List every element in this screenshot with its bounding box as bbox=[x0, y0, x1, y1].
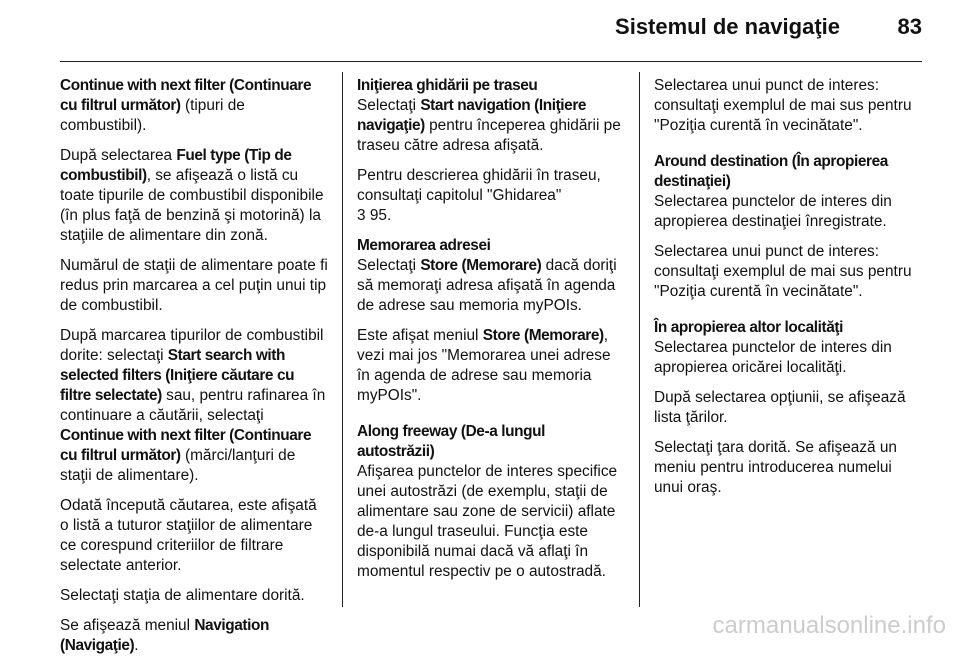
paragraph: După selectarea opţiunii, se afişează lista ţărilor. bbox=[654, 389, 906, 426]
paragraph bbox=[654, 318, 924, 378]
menu-option-text: Store (Memorare) bbox=[482, 327, 604, 344]
menu-option-text: Start search with selected filters (Iniţiere căutare cu filtre selectate) bbox=[60, 347, 295, 404]
body-text: Se afişează meniul bbox=[60, 617, 195, 634]
paragraph bbox=[357, 326, 625, 406]
section-heading: Around destination (În apropierea destinaţiei) bbox=[654, 153, 888, 190]
menu-option-text: Navigation (Navigaţie) bbox=[60, 617, 270, 654]
paragraph bbox=[357, 236, 625, 316]
section-heading: Iniţierea ghidării pe traseu bbox=[357, 77, 538, 94]
body-text: pentru începerea ghidării pe traseu către adresa afişată. bbox=[357, 117, 621, 154]
body-text: (tipuri de combustibil). bbox=[60, 97, 245, 134]
body-text: . bbox=[134, 637, 139, 654]
text-column-2 bbox=[357, 76, 625, 592]
paragraph bbox=[60, 146, 328, 246]
paragraph bbox=[654, 152, 924, 232]
section-heading: Along freeway (De-a lungul autostrăzii) bbox=[357, 423, 545, 460]
body-text: Pentru descrierea ghidării în traseu, consultaţi capitolul "Ghidarea" bbox=[357, 167, 601, 204]
paragraph bbox=[357, 166, 625, 226]
paragraph: Numărul de staţii de alimentare poate fi redus prin marcarea a cel puţin unui tip de combustibil. bbox=[60, 257, 328, 314]
menu-option-text: Store (Memorare) bbox=[420, 257, 542, 274]
body-text: Selectarea punctelor de interes din apropierea oricărei localităţi. bbox=[654, 339, 892, 376]
body-text: sau, pentru rafinarea în continuare a căutării, selectaţi bbox=[60, 387, 326, 424]
body-text: dacă doriţi să memoraţi adresa afişată în agenda de adrese sau memoria myPOIs. bbox=[357, 257, 617, 314]
section-heading: În apropierea altor localităţi bbox=[654, 319, 843, 336]
section-heading: Memorarea adresei bbox=[357, 237, 491, 254]
body-text: Selectarea punctelor de interes din apropierea destinaţiei înregistrate. bbox=[654, 193, 892, 230]
paragraph: Selectarea unui punct de interes: consultaţi exemplul de mai sus pentru "Poziţia curentă în vecinătate". bbox=[654, 243, 912, 300]
paragraph: Selectarea unui punct de interes: consultaţi exemplul de mai sus pentru "Poziţia curentă în vecinătate". bbox=[654, 77, 912, 134]
body-text: , se afişează o listă cu toate tipurile de combustibil disponibile (în plus faţă de benzină şi motorină) la staţiile de alimentare din zonă. bbox=[60, 167, 324, 244]
body-text: Selectaţi bbox=[357, 97, 421, 114]
paragraph bbox=[60, 616, 328, 656]
body-text: După marcarea tipurilor de combustibil dorite: selectaţi bbox=[60, 327, 324, 364]
menu-option-text: Continue with next filter (Continuare cu filtrul următor) bbox=[60, 427, 312, 464]
body-text: Este afişat meniul bbox=[357, 327, 483, 344]
body-text: Afişarea punctelor de interes specifice unei autostrăzi (de exemplu, staţii de alimentare sau zone de servicii) aflate de-a lungul traseului. Funcţia este disponibilă numai dacă vă aflaţi în momentul respectiv pe o autostradă. bbox=[357, 463, 618, 580]
paragraph: Odată începută căutarea, este afişată o listă a tuturor staţiilor de alimentare ce corespund criteriilor de filtrare selectate anterior. bbox=[60, 497, 317, 574]
body-text: Selectaţi bbox=[357, 257, 421, 274]
page-number: 83 bbox=[897, 14, 922, 39]
paragraph bbox=[357, 76, 625, 156]
menu-option-text: Fuel type (Tip de combustibil) bbox=[60, 147, 292, 184]
body-text: , vezi mai jos "Memorarea unei adrese în agenda de adrese sau memoria myPOIs". bbox=[357, 327, 611, 404]
menu-option-text: Start navigation (Iniţiere navigaţie) bbox=[357, 97, 587, 134]
paragraph bbox=[60, 326, 328, 486]
text-column-1 bbox=[60, 76, 328, 666]
header-divider bbox=[60, 61, 922, 62]
column-divider-2 bbox=[639, 72, 640, 607]
paragraph: Selectaţi ţara dorită. Se afişează un meniu pentru introducerea numelui unui oraş. bbox=[654, 439, 897, 496]
page-reference: 3 95. bbox=[357, 207, 392, 224]
text-column-3 bbox=[654, 76, 924, 508]
menu-option-text: Continue with next filter (Continuare cu filtrul următor) bbox=[60, 77, 312, 114]
body-text: (mărci/lanţuri de staţii de alimentare). bbox=[60, 447, 296, 484]
watermark: carmanualsonline.info bbox=[712, 612, 946, 639]
column-divider-1 bbox=[342, 72, 343, 607]
page-title: Sistemul de navigaţie bbox=[615, 14, 840, 39]
paragraph bbox=[60, 76, 328, 136]
paragraph bbox=[357, 422, 625, 582]
body-text: După selectarea bbox=[60, 147, 177, 164]
paragraph: Selectaţi staţia de alimentare dorită. bbox=[60, 587, 305, 604]
